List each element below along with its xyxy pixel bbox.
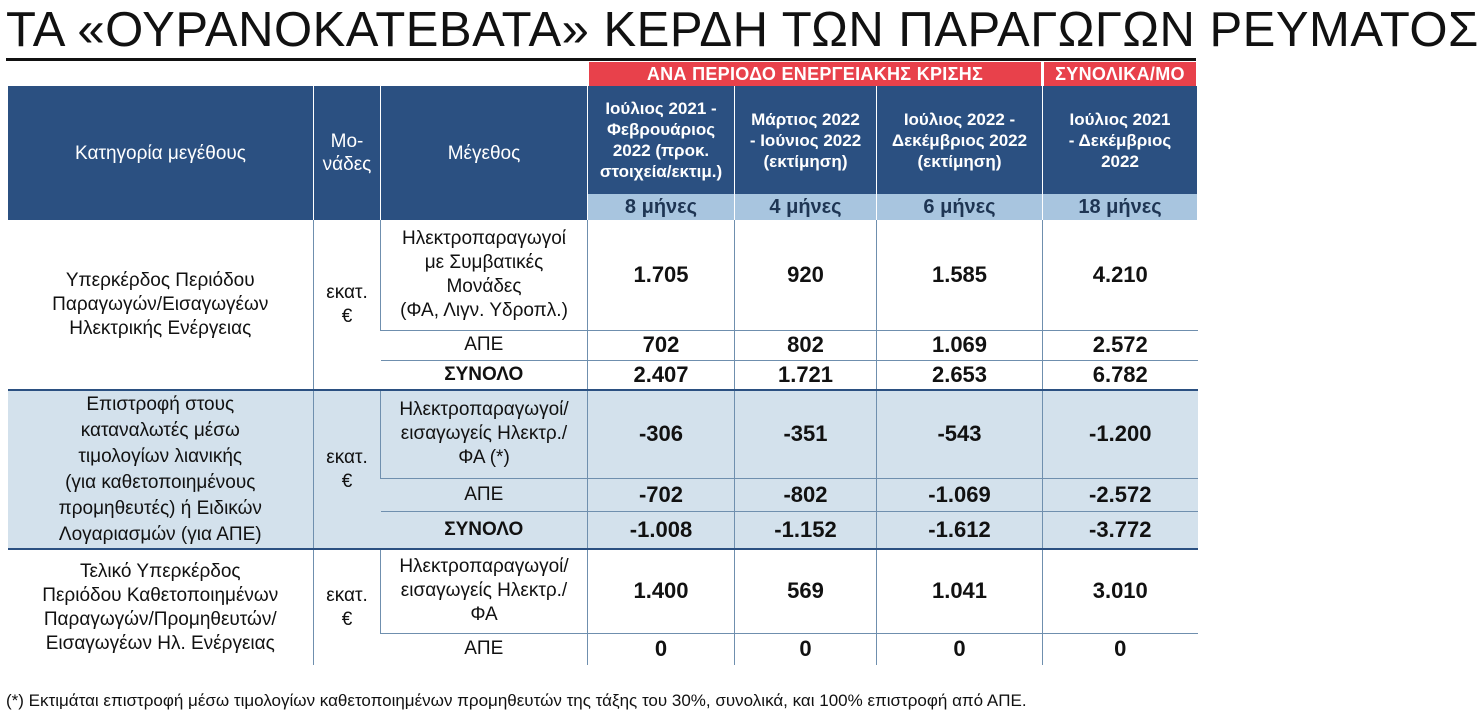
months-period-4: 18 μήνες [1043, 194, 1198, 220]
category-cell: Επιστροφή στους καταναλωτές μέσω τιμολογίων λιανικής (για καθετοποιημένους προμηθευτές) ή Ειδικών Λογαριασμών (για ΑΠΕ) [8, 390, 314, 549]
category-cell: Υπερκέρδος Περιόδου Παραγωγών/Εισαγωγέων Ηλεκτρικής Ενέργειας [8, 220, 314, 390]
value-cell: 0 [1043, 633, 1198, 665]
measure-cell: ΑΠΕ [381, 478, 588, 511]
header-period-1: Ιούλιος 2021 - Φεβρουάριος 2022 (προκ. στοιχεία/εκτιμ.) [588, 86, 735, 194]
footnote: (*) Εκτιμάται επιστροφή μέσω τιμολογίων καθετοποιημένων προμηθευτών της τάξης του 30%, συνολικά, και 100% επιστροφή από ΑΠΕ. [6, 691, 1027, 710]
value-cell: 1.705 [588, 220, 735, 330]
measure-cell: ΑΠΕ [381, 330, 588, 360]
value-cell: 702 [588, 330, 735, 360]
value-cell: 0 [877, 633, 1043, 665]
value-cell: 4.210 [1043, 220, 1198, 330]
page-title: ΤΑ «ΟΥΡΑΝΟΚΑΤΕΒΑΤΑ» ΚΕΡΔΗ ΤΩΝ ΠΑΡΑΓΩΓΩΝ ΡΕΥΜΑΤΟΣ [6, 3, 1479, 57]
table-row [8, 390, 1198, 478]
value-cell: -1.069 [877, 478, 1043, 511]
header-period-2: Μάρτιος 2022 - Ιούνιος 2022 (εκτίμηση) [735, 86, 877, 194]
header-measure: Μέγεθος [381, 86, 588, 220]
value-cell: 569 [735, 549, 877, 633]
value-cell: 0 [735, 633, 877, 665]
value-cell: 1.400 [588, 549, 735, 633]
value-cell: 920 [735, 220, 877, 330]
category-cell: Τελικό Υπερκέρδος Περιόδου Καθετοποιημένων Παραγωγών/Προμηθευτών/ Εισαγωγέων Ηλ. Ενέργειας [8, 549, 314, 665]
value-cell: 802 [735, 330, 877, 360]
measure-cell: Ηλεκτροπαραγωγοί με Συμβατικές Μονάδες (ΦΑ, Λιγν. Υδροπλ.) [381, 220, 588, 330]
value-cell: -306 [588, 390, 735, 478]
header-units: Μο- νάδες [314, 86, 381, 220]
profits-table [6, 62, 1199, 665]
table-row [8, 549, 1198, 633]
value-cell: -1.152 [735, 511, 877, 549]
header-period-4: Ιούλιος 2021 - Δεκέμβριος 2022 [1043, 86, 1198, 194]
months-period-3: 6 μήνες [877, 194, 1043, 220]
value-cell: 2.407 [588, 360, 735, 390]
value-cell: -1.008 [588, 511, 735, 549]
value-cell: -802 [735, 478, 877, 511]
value-cell: 1.069 [877, 330, 1043, 360]
value-cell: -2.572 [1043, 478, 1198, 511]
value-cell: 2.653 [877, 360, 1043, 390]
value-cell: 3.010 [1043, 549, 1198, 633]
unit-cell: εκατ. € [314, 549, 381, 665]
value-cell: -1.612 [877, 511, 1043, 549]
unit-cell: εκατ. € [314, 220, 381, 390]
header-row [8, 86, 1198, 194]
value-cell: 6.782 [1043, 360, 1198, 390]
value-cell: -351 [735, 390, 877, 478]
value-cell: 2.572 [1043, 330, 1198, 360]
months-period-1: 8 μήνες [588, 194, 735, 220]
band-total: ΣΥΝΟΛΙΚΑ/ΜΟ [1043, 62, 1198, 86]
band-blank [8, 62, 588, 86]
measure-cell: ΑΠΕ [381, 633, 588, 665]
value-cell: 0 [588, 633, 735, 665]
title-rule [6, 58, 1196, 61]
header-period-3: Ιούλιος 2022 - Δεκέμβριος 2022 (εκτίμηση) [877, 86, 1043, 194]
measure-cell: ΣΥΝΟΛΟ [381, 360, 588, 390]
measure-cell: Ηλεκτροπαραγωγοί/ εισαγωγείς Ηλεκτρ./ ΦΑ (*) [381, 390, 588, 478]
value-cell: 1.041 [877, 549, 1043, 633]
measure-cell: ΣΥΝΟΛΟ [381, 511, 588, 549]
value-cell: 1.721 [735, 360, 877, 390]
band-crisis: ΑΝΑ ΠΕΡΙΟΔΟ ΕΝΕΡΓΕΙΑΚΗΣ ΚΡΙΣΗΣ [588, 62, 1043, 86]
header-category: Κατηγορία μεγέθους [8, 86, 314, 220]
table-row [8, 220, 1198, 330]
value-cell: -543 [877, 390, 1043, 478]
value-cell: -3.772 [1043, 511, 1198, 549]
value-cell: -1.200 [1043, 390, 1198, 478]
months-period-2: 4 μήνες [735, 194, 877, 220]
band-row [8, 62, 1198, 86]
value-cell: 1.585 [877, 220, 1043, 330]
value-cell: -702 [588, 478, 735, 511]
unit-cell: εκατ. € [314, 390, 381, 549]
measure-cell: Ηλεκτροπαραγωγοί/ εισαγωγείς Ηλεκτρ./ ΦΑ [381, 549, 588, 633]
